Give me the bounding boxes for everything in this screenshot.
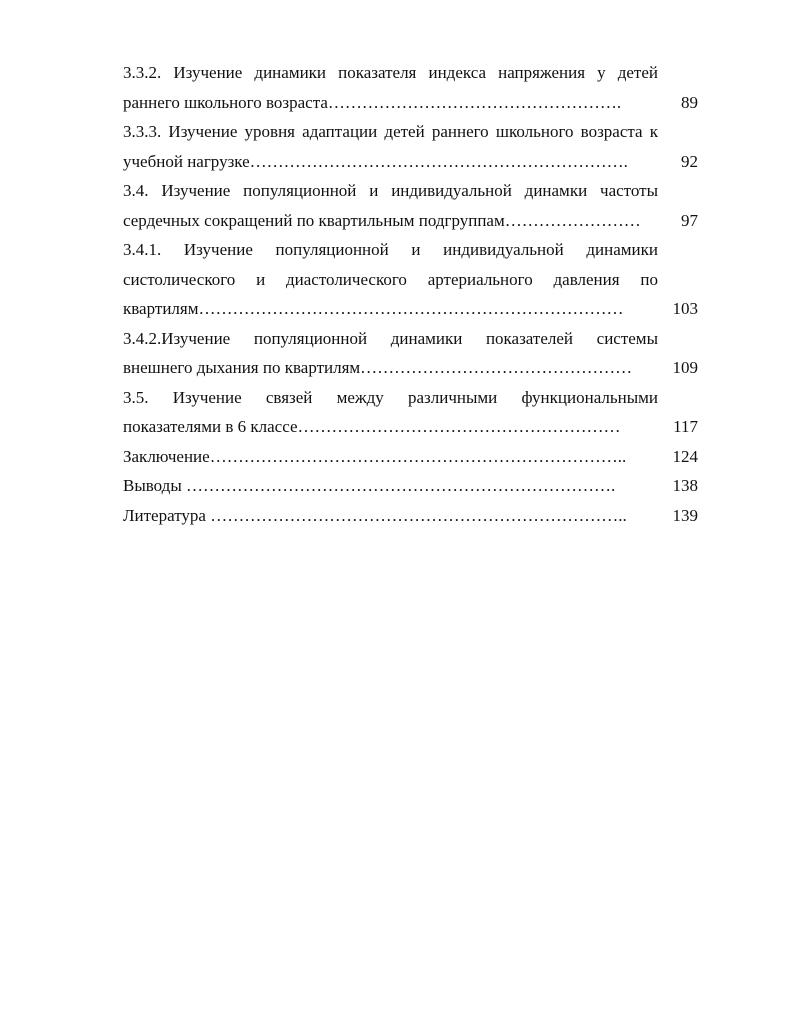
- toc-entry-3-4-2: [123, 324, 698, 383]
- toc-entry-3-5: [123, 383, 698, 442]
- toc-entry-3-4: [123, 176, 698, 235]
- toc-line: квартилям…………………………………………………………………: [123, 299, 624, 318]
- toc-entry-3-3-2: [123, 58, 698, 117]
- toc-entry-text: [123, 442, 658, 472]
- toc-line: Выводы ………………………………………………………………….: [123, 476, 616, 495]
- toc-entry-text: [123, 235, 658, 324]
- toc-entry-text: [123, 324, 658, 383]
- toc-entry-3-3-3: [123, 117, 698, 176]
- toc-line: 3.4. Изучение популяционной и индивидуальной динамки частоты: [123, 181, 658, 200]
- toc-line: показателями в 6 классе…………………………………………………: [123, 417, 621, 436]
- toc-page-number: 124: [672, 446, 698, 466]
- toc-entry-text: [123, 501, 658, 531]
- toc-line: 3.4.1. Изучение популяционной и индивидуальной динамики: [123, 240, 658, 259]
- toc-line: Заключение………………………………………………………………..: [123, 446, 627, 466]
- toc-page-number: 89: [681, 92, 698, 112]
- toc-line: 3.3.2. Изучение динамики показателя индекса напряжения у детей: [123, 63, 658, 82]
- toc-entry-text: [123, 471, 658, 501]
- toc-entry-references: [123, 501, 698, 531]
- toc-page-number: 103: [672, 299, 698, 318]
- toc-entry-conclusion: [123, 442, 698, 472]
- toc-page-number: 92: [681, 151, 698, 171]
- toc-page-number: 97: [681, 210, 698, 230]
- toc-line: систолического и диастолического артериального давления по: [123, 269, 658, 289]
- toc-line: раннего школьного возраста…………………………………………….: [123, 92, 622, 112]
- toc-entry-text: [123, 58, 658, 117]
- toc-entry-findings: [123, 471, 698, 501]
- toc-line: внешнего дыхания по квартилям…………………………………………: [123, 358, 633, 377]
- toc-entry-text: [123, 383, 658, 442]
- toc-line: 3.4.2.Изучение популяционной динамики показателей системы: [123, 328, 658, 348]
- table-of-contents: [123, 58, 698, 530]
- toc-entry-text: [123, 117, 658, 176]
- toc-line: Литература ………………………………………………………………..: [123, 505, 627, 525]
- toc-line: 3.3.3. Изучение уровня адаптации детей раннего школьного возраста к: [123, 122, 658, 141]
- toc-line: учебной нагрузке………………………………………………………….: [123, 151, 628, 171]
- toc-line: сердечных сокращений по квартильным подгруппам……………………: [123, 210, 641, 230]
- toc-line: 3.5. Изучение связей между различными функциональными: [123, 387, 658, 407]
- toc-page-number: 109: [672, 358, 698, 377]
- toc-page-number: 139: [672, 505, 698, 525]
- toc-entry-3-4-1: [123, 235, 698, 324]
- toc-page-number: 138: [672, 476, 698, 495]
- toc-entry-text: [123, 176, 658, 235]
- toc-page-number: 117: [673, 417, 698, 436]
